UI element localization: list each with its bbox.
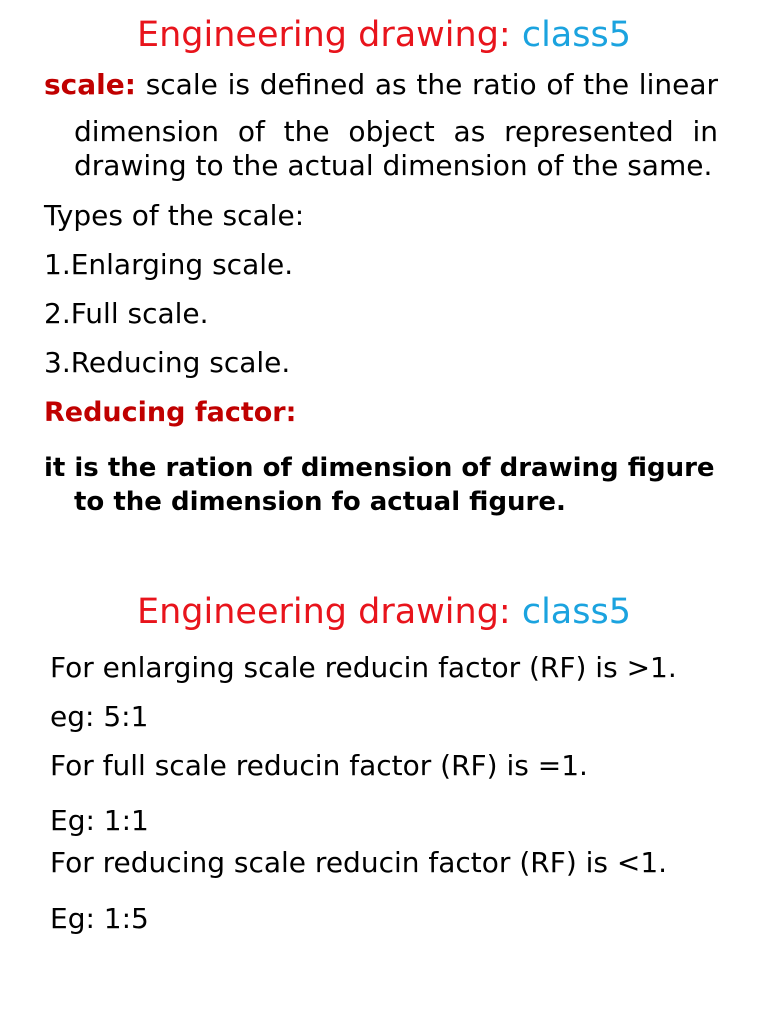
definition-line-2: dimension of the object as represented in [74, 115, 718, 148]
title-main: Engineering drawing: [136, 15, 522, 55]
rf-line-1: it is the ration of dimension of drawing figure [44, 453, 715, 483]
definition-term: scale: [44, 68, 136, 101]
rf-rule-full: For full scale reducin factor (RF) is =1. [50, 749, 588, 782]
types-heading: Types of the scale: [44, 199, 305, 232]
example-reducing: Eg: 1:5 [50, 902, 149, 935]
example-full: Eg: 1:1 [50, 804, 149, 837]
type-item-2: 2.Full scale. [44, 297, 209, 330]
definition-line-1 [44, 68, 718, 102]
rf-line-2: to the dimension fo actual figure. [74, 487, 566, 517]
rf-heading: Reducing factor: [44, 397, 297, 428]
type-item-3: 3.Reducing scale. [44, 346, 291, 379]
title-main: Engineering drawing: [136, 592, 522, 632]
definition-text: scale is defined as the ratio of the linear [135, 68, 718, 101]
slide-2 [0, 540, 768, 1024]
rf-rule-enlarging: For enlarging scale reducin factor (RF) is >1. [50, 651, 677, 684]
rf-rule-reducing: For reducing scale reducin factor (RF) is <1. [50, 846, 668, 879]
title-highlight: class5 [521, 15, 631, 55]
slide-1-title [0, 15, 768, 55]
slide-2-title [0, 592, 768, 632]
title-highlight: class5 [521, 592, 631, 632]
type-item-1: 1.Enlarging scale. [44, 248, 294, 281]
example-enlarging: eg: 5:1 [50, 700, 149, 733]
definition-line-3: drawing to the actual dimension of the same. [74, 149, 713, 182]
